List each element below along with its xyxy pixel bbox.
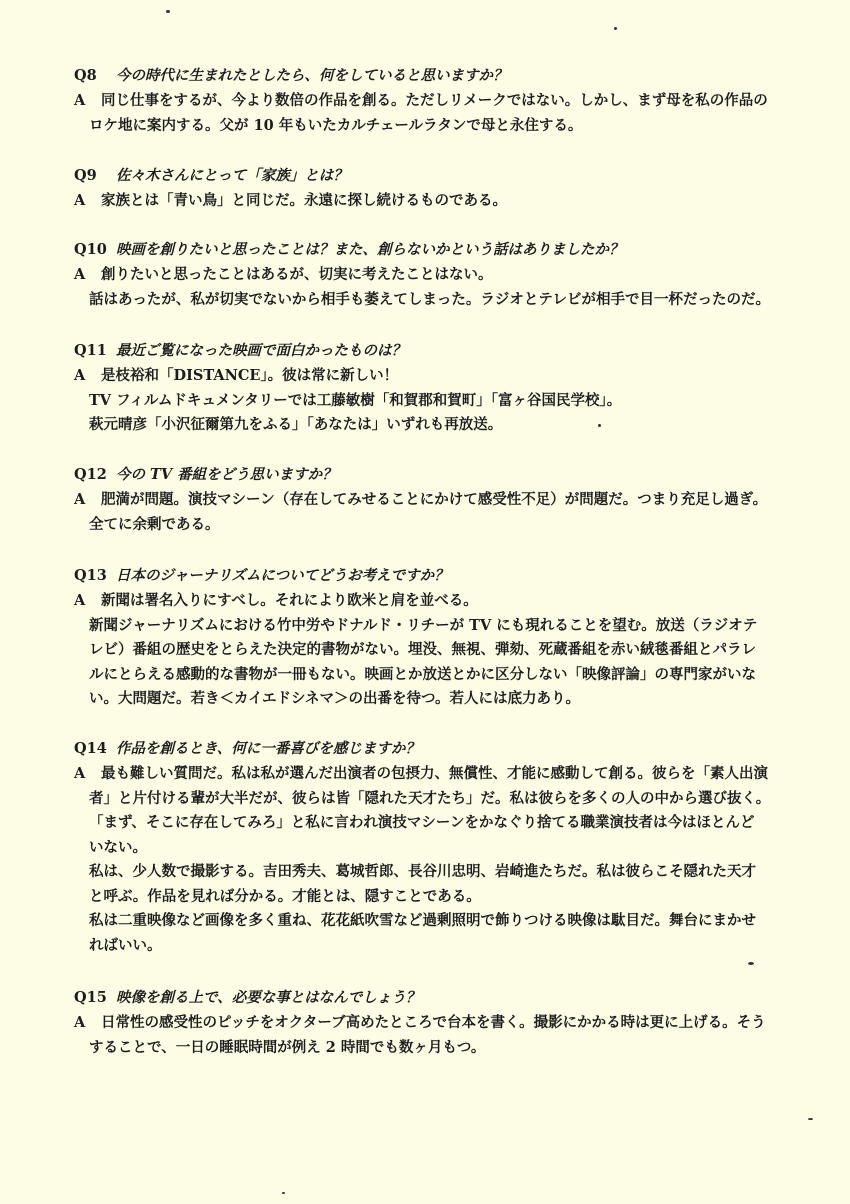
answer [74,589,774,712]
question [74,736,774,762]
question [74,63,774,89]
question [74,163,774,189]
answer-label: A [74,192,86,209]
answer-line: 新聞は署名入りにすべし。それにより欧米と肩を並べる。 [101,592,478,609]
question-number: Q10 [74,241,107,258]
question-text: 最近ご覧になった映画で面白かったものは？ [116,342,406,359]
answer [74,762,774,958]
question-text: 映画を創りたいと思ったことは？また、創らないかという話はありましたか？ [116,241,624,258]
answer-label: A [74,367,86,384]
qa-block-q14 [74,736,774,958]
answer [74,364,774,438]
answer-line: 新聞ジャーナリズムにおける竹中労やドナルド・リチーが TV にも現れることを望む。放送（ラジオテ [89,616,758,634]
question-number: Q11 [74,342,107,359]
question-text: 佐々木さんにとって「家族」とは？ [116,167,348,184]
answer-label: A [74,1014,86,1031]
question-number: Q9 [74,167,97,184]
answer-line: 私は二重映像など画像を多く重ね、花花紙吹雪など過剰照明で飾りつける映像は駄目だ。舞台にまかせ [89,912,756,929]
answer-line: することで、一日の睡眠時間が例え 2 時間でも数ヶ月もつ。 [89,1038,486,1056]
question [74,985,774,1011]
answer-line: 是枝裕和「DISTANCE」。彼は常に新しい！ [101,367,399,384]
qa-block-q13 [74,563,774,712]
qa-block-q12 [74,462,774,537]
answer-line: いない。 [89,838,147,856]
answer-line: 者」と片付ける輩が大半だが、彼らは皆「隠れた天才たち」だ。私は彼らを多くの人の中から選び抜く。 [89,789,771,807]
answer-line: ルにとらえる感動的な書物が一冊もない。映画とか放送とかに区分しない「映像評論」の専門家がいな [89,665,756,683]
answer-line: 萩元晴彦「小沢征爾第九をふる」「あなたは」いずれも再放送。 [89,416,503,433]
answer [74,488,774,537]
question [74,563,774,589]
question-text: 日本のジャーナリズムについてどうお考えですか？ [116,567,449,584]
answer-line: 家族とは「青い鳥」と同じだ。永遠に探し続けるものである。 [101,192,507,209]
answer-line: ればいい。 [89,936,162,954]
answer-label: A [74,491,86,508]
answer-line: TV フィルムドキュメンタリーでは工藤敏樹「和賀郡和賀町」「富ヶ谷国民学校」。 [89,391,622,409]
qa-block-q10 [74,237,774,312]
scan-speck [748,962,754,965]
question [74,462,774,488]
answer-line: 最も難しい質問だ。私は私が選んだ出演者の包摂力、無償性、才能に感動して創る。彼らを「素人出演 [101,765,768,782]
question-number: Q12 [74,466,107,483]
question-number: Q14 [74,740,107,757]
question-text: 今の TV 番組をどう思いますか？ [116,466,337,483]
question-text: 今の時代に生まれたとしたら、何をしていると思いますか？ [116,67,508,84]
answer-line: い。大問題だ。若き＜カイエドシネマ＞の出番を待つ。若人には底力あり。 [89,690,580,707]
qa-block-q15 [74,985,774,1060]
answer-label: A [74,92,86,109]
question-number: Q15 [74,989,107,1006]
question-text: 作品を創るとき、何に一番喜びを感じますか？ [116,740,420,757]
scan-speck [808,1118,813,1120]
answer [74,263,774,312]
qa-block-q8 [74,63,774,138]
scan-speck [166,10,170,13]
answer-line: 私は、少人数で撮影する。吉田秀夫、葛城哲郎、長谷川忠明、岩崎進たちだ。私は彼らこそ隠れた天才 [89,863,756,880]
answer-label: A [74,592,86,609]
answer [74,89,774,138]
answer-line: 同じ仕事をするが、今より数倍の作品を創る。ただしリメークではない。しかし、まず母を私の作品の [101,92,768,109]
qa-block-q11 [74,338,774,438]
scan-speck [282,1192,285,1194]
answer-line: ロケ地に案内する。父が 10 年もいたカルチェールラタンで母と永住する。 [89,116,583,134]
answer [74,1011,774,1060]
answer-line: 「まず、そこに存在してみろ」と私に言われ演技マシーンをかなぐり捨てる職業演技者は今はほとんど [89,814,755,831]
answer-line: 創りたいと思ったことはあるが、切実に考えたことはない。 [101,266,493,283]
answer-line: 話はあったが、私が切実でないから相手も萎えてしまった。ラジオとテレビが相手で目一杯だったのだ。 [89,290,771,308]
qa-block-q9 [74,163,774,214]
answer-line: 日常性の感受性のピッチをオクターブ高めたところで台本を書く。撮影にかかる時は更に上げる。そう [101,1014,766,1031]
answer-label: A [74,765,86,782]
scan-speck [598,424,601,427]
answer [74,189,774,214]
question [74,237,774,263]
answer-label: A [74,266,86,283]
question-text: 映像を創る上で、必要な事とはなんでしょう？ [116,989,421,1006]
answer-line: と呼ぶ。作品を見れば分かる。才能とは、隠すことである。 [89,887,481,905]
scan-speck [614,27,617,30]
answer-line: 全てに余剰である。 [89,515,220,533]
answer-line: レビ）番組の歴史をとらえた決定的書物がない。埋没、無視、弾劾、死蔵番組を赤い絨毯番組とパラレ [89,641,756,658]
question [74,338,774,364]
question-number: Q13 [74,567,107,584]
question-number: Q8 [74,67,97,84]
answer-line: 肥満が問題。演技マシーン（存在してみせることにかけて感受性不足）が問題だ。つまり充足し過ぎ。 [101,491,768,508]
